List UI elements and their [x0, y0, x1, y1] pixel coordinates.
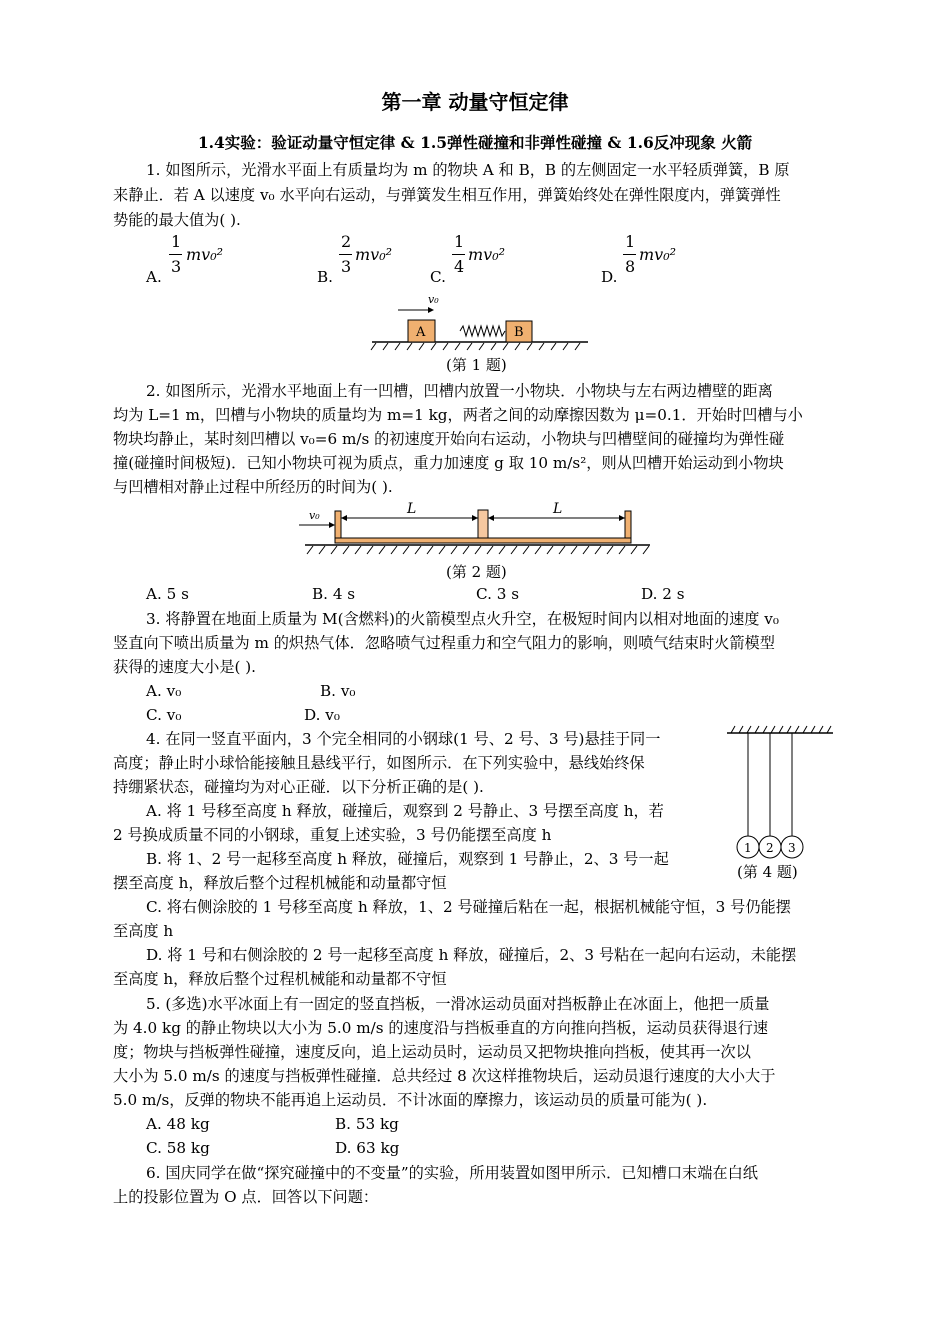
q3-line-1: 3. 将静置在地面上质量为 M(含燃料)的火箭模型点火升空，在极短时间内以相对地面的速度 v₀: [146, 610, 779, 628]
q4-line-2: 高度；静止时小球恰能接触且悬线平行，如图所示．在下列实验中，悬线始终保: [113, 754, 645, 772]
q4-line-1: 4. 在同一竖直平面内，3 个完全相同的小钢球(1 号、2 号、3 号)悬挂于同一: [146, 730, 661, 748]
q2-option-c: C. 3 s: [476, 585, 520, 603]
q6-line-1: 6. 国庆同学在做“探究碰撞中的不变量”的实验，所用装置如图甲所示．已知槽口末端在白纸: [146, 1164, 758, 1182]
q1-caption: (第 1 题): [446, 356, 507, 374]
spring: [460, 326, 505, 336]
q2-option-d: D. 2 s: [641, 585, 685, 603]
q3-option-c: C. v₀: [146, 706, 182, 724]
chapter-title: 第一章 动量守恒定律: [381, 90, 569, 114]
q2-option-a: A. 5 s: [146, 585, 189, 603]
q4-option-c-line-1: C. 将右侧涂胶的 1 号移至高度 h 释放，1、2 号碰撞后粘在一起，根据机械能守恒，3 号仍能摆: [146, 898, 791, 916]
q2-line-5: 与凹槽相对静止过程中所经历的时间为( ).: [113, 478, 393, 496]
q4-option-d-line-1: D. 将 1 号和右侧涂胶的 2 号一起移至高度 h 释放，碰撞后，2、3 号粘在一起向右运动，未能摆: [146, 946, 797, 964]
q5-option-a: A. 48 kg: [146, 1115, 210, 1133]
q4-option-c-line-2: 至高度 h: [113, 922, 174, 940]
q4-option-a-line-2: 2 号换成质量不同的小钢球，重复上述实验，3 号仍能摆至高度 h: [113, 826, 552, 844]
q5-option-b: B. 53 kg: [335, 1115, 399, 1133]
q1-figure: [370, 290, 590, 352]
q4-option-b-line-1: B. 将 1、2 号一起移至高度 h 释放，碰撞后，观察到 1 号静止，2、3 号一起: [146, 850, 669, 868]
q2-line-1: 2. 如图所示，光滑水平地面上有一凹槽，凹槽内放置一小物块．小物块与左右两边槽壁的距离: [146, 382, 773, 400]
q1-v0-label: v₀: [428, 293, 439, 306]
q3-line-3: 获得的速度大小是( ).: [113, 658, 257, 676]
q2-caption: (第 2 题): [446, 563, 507, 581]
q5-line-2: 为 4.0 kg 的静止物块以大小为 5.0 m/s 的速度沿与挡板垂直的方向推向挡板，运动员获得退行速: [113, 1019, 769, 1037]
section-title: 1.4实验：验证动量守恒定律 & 1.5弹性碰撞和非弹性碰撞 & 1.6反冲现象 火箭: [197, 133, 753, 152]
q5-option-c: C. 58 kg: [146, 1139, 210, 1157]
q3-option-a: A. v₀: [146, 682, 182, 700]
q2-l2-label: L: [553, 501, 563, 517]
q6-line-2: 上的投影位置为 O 点．回答以下问题：: [113, 1188, 379, 1206]
q4-option-d-line-2: 至高度 h，释放后整个过程机械能和动量都不守恒: [113, 970, 447, 988]
ball-3-label: 3: [788, 841, 796, 855]
q5-line-4: 大小为 5.0 m/s 的速度与挡板弹性碰撞．总共经过 8 次这样推物块后，运动员退行速度的大小大于: [113, 1067, 776, 1085]
q3-line-2: 竖直向下喷出质量为 m 的炽热气体．忽略喷气过程重力和空气阻力的影响，则喷气结束时火箭模型: [113, 634, 775, 652]
q2-option-b: B. 4 s: [312, 585, 356, 603]
q5-line-3: 度；物块与挡板弹性碰撞，速度反向，追上运动员时，运动员又把物块推向挡板，使其再一次以: [113, 1043, 751, 1061]
q5-option-d: D. 63 kg: [335, 1139, 400, 1157]
q5-line-1: 5. (多选)水平冰面上有一固定的竖直挡板，一滑冰运动员面对挡板静止在冰面上，他把一质量: [146, 995, 770, 1013]
q2-v0-label: v₀: [309, 509, 320, 522]
q1-line-3: 势能的最大值为( ).: [113, 211, 241, 229]
q1-line-1: 1. 如图所示，光滑水平面上有质量均为 m 的物块 A 和 B，B 的左侧固定一水平轻质弹簧，B 原: [146, 161, 790, 179]
q2-line-2: 均为 L=1 m，凹槽与小物块的质量均为 m=1 kg，两者之间的动摩擦因数为 μ=0.1．开始时凹槽与小: [113, 406, 803, 424]
ball-2-label: 2: [766, 841, 774, 855]
q5-line-5: 5.0 m/s，反弹的物块不能再追上运动员．不计冰面的摩擦力，该运动员的质量可能为( ).: [113, 1091, 708, 1109]
q2-figure: [295, 498, 655, 558]
q2-line-4: 撞(碰撞时间极短)．已知小物块可视为质点，重力加速度 g 取 10 m/s²，则从凹槽开始运动到小物块: [113, 454, 784, 472]
q4-option-b-line-2: 摆至高度 h，释放后整个过程机械能和动量都守恒: [113, 874, 447, 892]
q2-line-3: 物块均静止，某时刻凹槽以 v₀=6 m/s 的初速度开始向右运动，小物块与凹槽壁间的碰撞均为弹性碰: [113, 430, 785, 448]
block-a-label: A: [416, 325, 426, 340]
q3-option-b: B. v₀: [320, 682, 356, 700]
ball-1-label: 1: [744, 841, 752, 855]
block-b-label: B: [514, 325, 524, 340]
q4-line-3: 持绷紧状态，碰撞均为对心正碰．以下分析正确的是( ).: [113, 778, 484, 796]
q4-option-a-line-1: A. 将 1 号移至高度 h 释放，碰撞后，观察到 2 号静止、3 号摆至高度 h，若: [146, 802, 664, 820]
q3-option-d: D. v₀: [304, 706, 340, 724]
q4-figure: [725, 724, 837, 860]
q1-line-2: 来静止．若 A 以速度 v₀ 水平向右运动，与弹簧发生相互作用，弹簧始终处在弹性限度内，弹簧弹性: [113, 186, 781, 204]
q4-caption: (第 4 题): [737, 863, 798, 881]
q2-l1-label: L: [407, 501, 417, 517]
